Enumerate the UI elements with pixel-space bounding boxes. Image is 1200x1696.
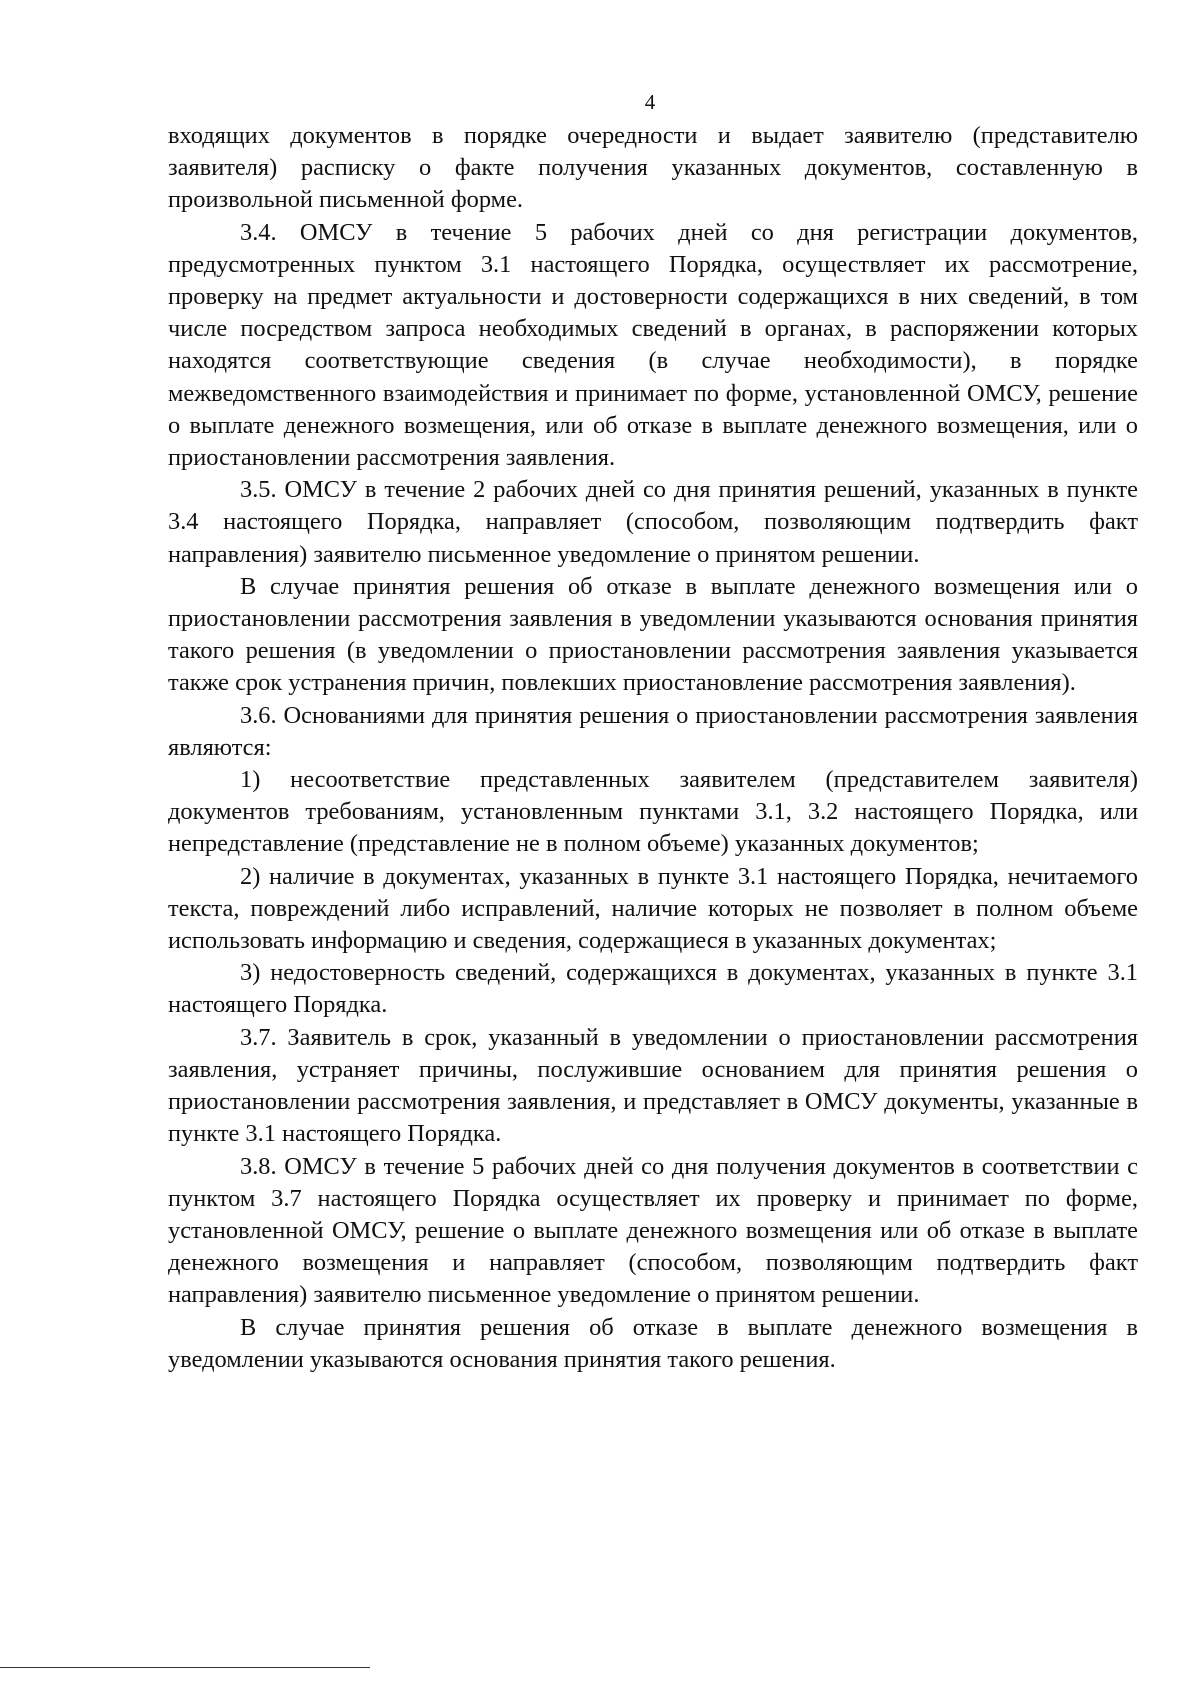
paragraph-3-6-item-2: 2) наличие в документах, указанных в пункте 3.1 настоящего Порядка, нечитаемого текста, повреждений либо исправлений, наличие которых не позволяет в полном объеме использовать информацию и сведения, содержащиеся в указанных документах; (168, 862, 1138, 955)
paragraph-3-6-item-1: 1) несоответствие представленных заявителем (представителем заявителя) документов требованиям, установленным пунктами 3.1, 3.2 настоящего Порядка, или непредставление (представление не в полном объеме) указанных документов; (168, 766, 1138, 858)
paragraph-continuation: входящих документов в порядке очередности и выдает заявителю (представителю заявителя) расписку о факте получения указанных документов, составленную в произвольной письменной форме. (168, 122, 1138, 214)
paragraph-3-5-refusal: В случае принятия решения об отказе в выплате денежного возмещения или о приостановлении рассмотрения заявления в уведомлении указываются основания принятия такого решения (в уведомлении о приостановлении рассмотрения заявления указывается также срок устранения причин, повлекших приостановление рассмотрения заявления). (168, 572, 1138, 697)
paragraph-3-6: 3.6. Основаниями для принятия решения о приостановлении рассмотрения заявления являются: (168, 701, 1138, 761)
scan-edge-line (0, 1667, 370, 1668)
paragraph-3-4: 3.4. ОМСУ в течение 5 рабочих дней со дня регистрации документов, предусмотренных пунктом 3.1 настоящего Порядка, осуществляет их рассмотрение, проверку на предмет актуальности и достоверности содержащихся в них сведений, в том числе посредством запроса необходимых сведений в органах, в распоряжении которых находятся соответствующие сведения (в случае необходимости), в порядке межведомственного взаимодействия и принимает по форме, установленной ОМСУ, решение о выплате денежного возмещения, или об отказе в выплате денежного возмещения, или о приостановлении рассмотрения заявления. (168, 218, 1138, 472)
paragraph-3-8-refusal: В случае принятия решения об отказе в выплате денежного возмещения в уведомлении указываются основания принятия такого решения. (168, 1313, 1138, 1373)
paragraph-3-8: 3.8. ОМСУ в течение 5 рабочих дней со дня получения документов в соответствии с пунктом 3.7 настоящего Порядка осуществляет их проверку и принимает по форме, установленной ОМСУ, решение о выплате денежного возмещения или об отказе в выплате денежного возмещения и направляет (способом, позволяющим подтвердить факт направления) заявителю письменное уведомление о принятом решении. (168, 1152, 1138, 1309)
paragraph-3-7: 3.7. Заявитель в срок, указанный в уведомлении о приостановлении рассмотрения заявления, устраняет причины, послужившие основанием для принятия решения о приостановлении рассмотрения заявления, и представляет в ОМСУ документы, указанные в пункте 3.1 настоящего Порядка. (168, 1023, 1138, 1148)
document-body (168, 120, 1138, 1376)
paragraph-3-6-item-3: 3) недостоверность сведений, содержащихся в документах, указанных в пункте 3.1 настоящего Порядка. (168, 959, 1138, 1019)
page-number: 4 (644, 90, 656, 114)
paragraph-3-5: 3.5. ОМСУ в течение 2 рабочих дней со дня принятия решений, указанных в пункте 3.4 настоящего Порядка, направляет (способом, позволяющим подтвердить факт направления) заявителю письменное уведомление о принятом решении. (168, 476, 1138, 568)
